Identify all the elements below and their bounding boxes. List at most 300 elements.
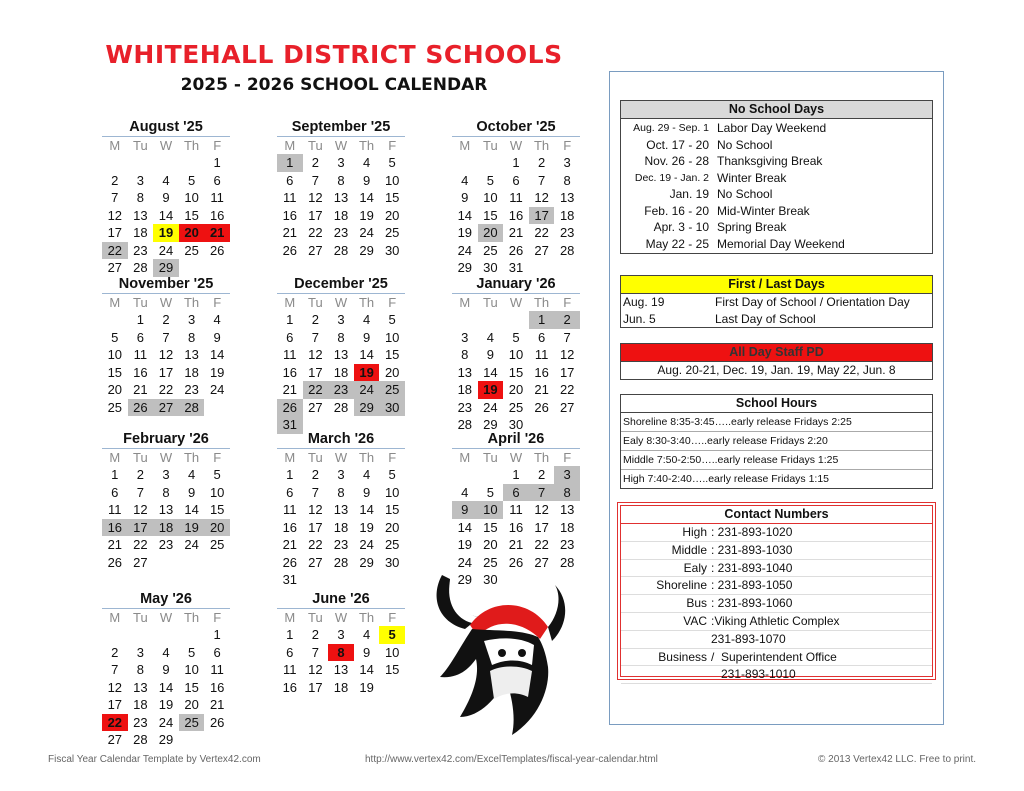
day-cell: 4 (162, 644, 170, 660)
school-hours-row: Ealy 8:30-3:40…..early release Fridays 2:20 (621, 432, 932, 451)
day-cell: 10 (508, 347, 524, 362)
day-cell: 31 (277, 416, 303, 434)
school-hours-box (620, 394, 933, 489)
day-cell: 16 (508, 207, 524, 223)
weekday-label: M (459, 295, 471, 310)
contact-value: :Viking Athletic Complex (711, 613, 840, 628)
day-cell: 2 (162, 312, 170, 327)
month-name: December '25 (277, 276, 405, 294)
day-cell: 17 (107, 225, 123, 240)
day-cell: 20 (478, 224, 504, 242)
day-cell: 29 (359, 554, 374, 570)
day-cell: 26 (128, 399, 154, 417)
weekday-label: Th (183, 295, 200, 310)
day-cell: 21 (282, 225, 298, 240)
day-cell: 28 (333, 554, 349, 570)
day-cell: 16 (133, 364, 148, 380)
day-cell: 27 (107, 732, 123, 747)
day-cell: 13 (158, 502, 174, 517)
weekday-label: M (109, 295, 121, 310)
weekday-label: W (334, 138, 348, 153)
day-cell: 15 (508, 364, 524, 380)
day-cell: 25 (483, 554, 498, 570)
no-school-row (621, 120, 932, 137)
day-cell: 15 (384, 662, 400, 677)
day-cell: 11 (133, 347, 148, 362)
weekday-label: W (334, 450, 348, 465)
day-cell: 12 (534, 190, 549, 205)
no-school-row (621, 203, 932, 220)
day-cell: 22 (133, 537, 148, 552)
day-cell: 24 (158, 714, 174, 730)
day-cell: 18 (333, 519, 349, 535)
month-calendar (277, 591, 405, 696)
empty-cell (102, 154, 128, 172)
weekday-label: W (159, 138, 173, 153)
day-cell: 23 (133, 714, 148, 730)
day-cell: 27 (107, 260, 123, 275)
weekday-label: W (509, 450, 523, 465)
weekday-label: F (563, 295, 572, 310)
day-cell: 18 (333, 207, 349, 223)
day-cell: 10 (384, 644, 400, 660)
no-school-days-box (620, 100, 933, 254)
day-cell: 6 (136, 329, 144, 345)
day-cell: 11 (283, 662, 297, 677)
day-cell: 26 (209, 714, 225, 730)
contact-value: : 231-893-1050 (711, 578, 793, 593)
day-cell: 21 (508, 225, 524, 240)
day-cell: 23 (457, 399, 473, 415)
weekday-label: Tu (308, 450, 323, 465)
day-cell: 26 (209, 242, 225, 258)
no-school-date: Nov. 26 - 28 (644, 154, 709, 168)
no-school-row (621, 236, 932, 253)
weekday-label: Th (183, 450, 200, 465)
day-cell: 27 (153, 399, 179, 417)
weekday-label: F (563, 450, 572, 465)
day-cell: 23 (333, 537, 349, 552)
day-cell: 20 (107, 382, 123, 397)
day-cell: 19 (478, 381, 504, 399)
day-cell: 3 (162, 467, 170, 482)
day-cell: 23 (328, 381, 354, 399)
day-cell: 6 (111, 484, 119, 500)
day-cell: 29 (153, 259, 179, 277)
day-cell: 14 (457, 519, 473, 535)
day-cell: 3 (136, 644, 144, 660)
day-cell: 7 (537, 172, 546, 188)
weekday-label: Th (183, 610, 200, 625)
day-cell: 8 (563, 172, 571, 188)
weekday-label: Th (358, 450, 375, 465)
day-cell: 26 (277, 399, 303, 417)
day-cell: 28 (559, 554, 575, 570)
day-cell: 17 (308, 519, 323, 535)
no-school-event: Spring Break (717, 220, 787, 234)
day-cell: 19 (359, 207, 374, 223)
day-cell: 20 (384, 207, 400, 223)
day-cell: 13 (184, 347, 199, 362)
day-cell: 12 (308, 662, 323, 677)
no-school-date: Jan. 19 (669, 187, 709, 201)
no-school-event: Thanksgiving Break (717, 154, 823, 168)
day-cell: 2 (111, 644, 119, 660)
day-cell: 19 (359, 679, 374, 695)
staff-pd-box (620, 343, 933, 380)
day-cell: 7 (311, 329, 319, 345)
day-cell: 5 (388, 312, 396, 327)
day-cell: 20 (483, 537, 498, 552)
day-cell: 4 (461, 172, 469, 188)
day-cell: 1 (512, 467, 520, 482)
day-cell: 12 (107, 207, 123, 223)
day-cell: 19 (359, 519, 374, 535)
first-last-days-box (620, 275, 933, 328)
day-cell: 14 (359, 502, 374, 517)
day-cell: 2 (311, 312, 319, 327)
day-cell: 4 (362, 627, 371, 642)
contact-label (621, 631, 711, 648)
day-cell: 27 (133, 554, 148, 570)
day-cell: 12 (133, 502, 148, 517)
day-cell: 22 (308, 537, 323, 552)
day-cell: 11 (210, 662, 224, 677)
day-cell: 18 (153, 519, 179, 537)
day-cell: 21 (133, 382, 148, 397)
day-cell: 7 (529, 484, 555, 502)
day-cell: 27 (559, 399, 575, 415)
day-cell: 19 (457, 225, 473, 240)
weekday-label: Tu (308, 295, 323, 310)
day-cell: 23 (559, 225, 575, 240)
day-cell: 1 (213, 627, 221, 642)
day-cell: 2 (311, 155, 319, 170)
day-cell: 1 (136, 312, 144, 327)
day-cell: 6 (213, 644, 221, 660)
day-cell: 25 (483, 242, 498, 258)
viking-mascot-logo (420, 567, 570, 737)
day-cell: 19 (209, 364, 225, 380)
day-cell: 5 (379, 626, 405, 644)
day-cell: 10 (478, 501, 504, 519)
footer-url[interactable]: http://www.vertex42.com/ExcelTemplates/fiscal-year-calendar.html (365, 754, 658, 765)
day-cell: 11 (283, 347, 297, 362)
day-cell: 21 (107, 537, 123, 552)
empty-cell (452, 466, 478, 484)
day-cell: 19 (158, 697, 174, 712)
day-cell: 6 (537, 329, 546, 345)
day-cell: 18 (559, 207, 575, 223)
day-cell: 8 (337, 329, 345, 345)
day-cell: 15 (384, 190, 400, 205)
day-cell: 26 (282, 242, 298, 258)
day-cell: 21 (282, 382, 298, 397)
day-cell: 29 (483, 417, 498, 432)
day-cell: 27 (534, 242, 549, 258)
day-cell: 25 (508, 399, 524, 415)
day-cell: 15 (483, 519, 498, 535)
day-cell: 18 (559, 519, 575, 535)
day-cell: 5 (512, 329, 520, 345)
contact-label: High (682, 525, 707, 539)
day-cell: 7 (563, 329, 571, 345)
day-cell: 20 (204, 519, 230, 537)
day-cell: 3 (337, 155, 345, 170)
day-cell: 18 (333, 679, 349, 695)
day-cell: 9 (162, 190, 170, 205)
weekday-label: Tu (133, 610, 148, 625)
day-cell: 2 (136, 467, 144, 482)
day-cell: 22 (303, 381, 329, 399)
day-cell: 13 (457, 364, 473, 380)
empty-cell (102, 626, 128, 644)
day-cell: 14 (457, 207, 473, 223)
weekday-label: Th (358, 138, 375, 153)
day-cell: 16 (282, 679, 298, 695)
day-cell: 8 (337, 484, 345, 500)
contact-row (621, 524, 932, 542)
weekday-label: Th (533, 295, 550, 310)
day-cell: 10 (384, 329, 400, 345)
day-cell: 13 (333, 190, 349, 205)
day-cell: 15 (184, 679, 199, 695)
weekday-label: Tu (483, 295, 498, 310)
day-cell: 16 (209, 679, 225, 695)
day-cell: 5 (486, 484, 494, 500)
month-calendar (102, 119, 230, 277)
day-cell: 25 (179, 714, 205, 732)
month-name: March '26 (277, 431, 405, 449)
day-cell: 28 (333, 399, 349, 415)
contact-row (621, 542, 932, 560)
day-cell: 10 (184, 190, 199, 205)
day-cell: 3 (554, 466, 580, 484)
day-cell: 9 (187, 484, 196, 500)
no-school-date: Apr. 3 - 10 (653, 220, 709, 234)
first-last-days-header: First / Last Days (621, 276, 932, 294)
day-cell: 4 (213, 312, 221, 327)
day-cell: 29 (457, 572, 473, 587)
no-school-date: Aug. 29 - Sep. 1 (633, 122, 709, 134)
no-school-row (621, 186, 932, 203)
day-cell: 9 (213, 329, 221, 345)
day-cell: 24 (184, 537, 199, 552)
day-cell: 5 (213, 467, 221, 482)
contact-label: Shoreline (656, 578, 707, 593)
day-cell: 28 (457, 417, 473, 432)
day-cell: 28 (559, 242, 575, 258)
weekday-label: F (213, 295, 222, 310)
contact-label: Middle (671, 542, 707, 557)
empty-cell (128, 154, 154, 172)
weekday-label: W (159, 610, 173, 625)
day-cell: 21 (282, 537, 298, 552)
day-cell: 25 (184, 242, 199, 258)
month-name: April '26 (452, 431, 580, 449)
month-name: September '25 (277, 119, 405, 137)
day-cell: 7 (311, 644, 319, 660)
day-cell: 13 (133, 207, 148, 223)
day-cell: 17 (107, 697, 123, 712)
weekday-label: W (509, 138, 523, 153)
day-cell: 24 (359, 225, 374, 240)
weekday-label: F (388, 138, 397, 153)
day-cell: 19 (354, 364, 380, 382)
weekday-label: M (109, 610, 121, 625)
day-cell: 5 (486, 172, 494, 188)
day-cell: 8 (162, 484, 170, 500)
day-cell: 28 (133, 260, 148, 275)
contact-row (621, 631, 932, 649)
day-cell: 8 (136, 662, 144, 677)
day-cell: 14 (359, 662, 374, 677)
weekday-label: W (334, 610, 348, 625)
month-calendar (102, 431, 230, 571)
day-cell: 6 (286, 484, 294, 500)
day-cell: 16 (282, 519, 298, 535)
day-cell: 11 (108, 502, 122, 517)
day-cell: 16 (209, 207, 225, 223)
contact-label: Ealy (683, 560, 707, 575)
day-cell: 22 (534, 537, 549, 552)
day-cell: 23 (333, 225, 349, 240)
day-cell: 3 (461, 329, 469, 345)
day-cell: 13 (559, 502, 575, 517)
weekday-label: M (109, 138, 121, 153)
no-school-date: Dec. 19 - Jan. 2 (634, 171, 709, 184)
first-last-event: Last Day of School (715, 311, 816, 326)
day-cell: 19 (153, 224, 179, 242)
day-cell: 1 (529, 311, 555, 329)
day-cell: 17 (308, 207, 323, 223)
contact-value: 231-893-1070 (711, 631, 786, 646)
empty-cell (478, 311, 504, 329)
day-cell: 8 (187, 329, 196, 345)
no-school-row (621, 153, 932, 170)
no-school-days-header: No School Days (621, 101, 932, 119)
weekday-label: F (388, 295, 397, 310)
no-school-row (621, 137, 932, 154)
weekday-label: Th (533, 450, 550, 465)
weekday-label: F (388, 450, 397, 465)
no-school-event: No School (717, 187, 773, 201)
weekday-label: Tu (133, 295, 148, 310)
day-cell: 21 (209, 697, 225, 712)
day-cell: 26 (508, 242, 524, 258)
footer-copyright: © 2013 Vertex42 LLC. Free to print. (818, 754, 977, 765)
weekday-label: W (159, 450, 173, 465)
day-cell: 7 (311, 484, 319, 500)
day-cell: 9 (162, 662, 170, 677)
day-cell: 21 (508, 537, 524, 552)
day-cell: 20 (384, 364, 400, 380)
day-cell: 8 (554, 484, 580, 502)
school-hours-header: School Hours (621, 395, 932, 413)
day-cell: 1 (277, 154, 303, 172)
day-cell: 3 (187, 312, 196, 327)
day-cell: 4 (162, 172, 170, 188)
day-cell: 5 (388, 155, 396, 170)
day-cell: 29 (158, 732, 174, 747)
day-cell: 22 (534, 225, 549, 240)
weekday-label: F (213, 610, 222, 625)
contact-value: / Superintendent Office (711, 649, 837, 664)
day-cell: 9 (461, 190, 469, 205)
weekday-label: W (159, 295, 173, 310)
day-cell: 22 (102, 714, 128, 732)
day-cell: 1 (286, 627, 294, 642)
day-cell: 29 (457, 260, 473, 275)
day-cell: 12 (559, 347, 575, 362)
weekday-label: M (284, 450, 296, 465)
day-cell: 16 (508, 519, 524, 535)
footer-credit: Fiscal Year Calendar Template by Vertex42.com (48, 754, 261, 765)
first-last-event: First Day of School / Orientation Day (715, 295, 910, 309)
day-cell: 20 (508, 382, 524, 397)
day-cell: 24 (457, 242, 473, 258)
weekday-label: M (284, 295, 296, 310)
day-cell: 9 (362, 329, 371, 345)
contact-label: Bus (686, 596, 707, 611)
day-cell: 13 (333, 662, 349, 677)
day-cell: 18 (184, 364, 199, 380)
contact-numbers-header: Contact Numbers (621, 506, 932, 524)
day-cell: 11 (509, 190, 523, 205)
day-cell: 9 (452, 501, 478, 519)
day-cell: 4 (362, 467, 371, 482)
day-cell: 23 (559, 537, 575, 552)
no-school-event: Mid-Winter Break (717, 203, 810, 218)
first-last-date: Aug. 19 (623, 295, 665, 309)
contact-numbers-box (620, 505, 933, 682)
day-cell: 8 (328, 644, 354, 662)
day-cell: 7 (311, 172, 319, 188)
day-cell: 12 (308, 502, 323, 517)
day-cell: 12 (107, 679, 123, 695)
empty-cell (179, 154, 205, 172)
day-cell: 6 (286, 329, 294, 345)
day-cell: 20 (184, 697, 199, 712)
day-cell: 25 (384, 225, 400, 240)
day-cell: 27 (308, 242, 323, 258)
weekday-label: M (284, 610, 296, 625)
day-cell: 4 (362, 312, 371, 327)
school-hours-row: Middle 7:50-2:50…..early release Fridays 1:25 (621, 451, 932, 470)
day-cell: 22 (158, 382, 174, 397)
school-hours-row: Shoreline 8:35-3:45…..early release Fridays 2:25 (621, 413, 932, 432)
month-calendar (277, 431, 405, 589)
day-cell: 22 (308, 225, 323, 240)
contact-value: : 231-893-1030 (711, 542, 793, 557)
day-cell: 24 (158, 242, 174, 258)
weekday-label: F (213, 450, 222, 465)
day-cell: 14 (359, 347, 374, 362)
no-school-date: Oct. 17 - 20 (646, 137, 709, 152)
day-cell: 10 (483, 190, 498, 205)
day-cell: 17 (158, 364, 174, 380)
day-cell: 6 (503, 484, 529, 502)
contact-value: 231-893-1010 (711, 667, 796, 682)
day-cell: 18 (133, 225, 148, 240)
month-name: October '25 (452, 119, 580, 137)
day-cell: 24 (209, 382, 225, 397)
day-cell: 1 (286, 467, 294, 482)
empty-cell (452, 311, 478, 329)
weekday-label: Tu (483, 138, 498, 153)
empty-cell (478, 154, 504, 172)
day-cell: 9 (362, 172, 371, 188)
